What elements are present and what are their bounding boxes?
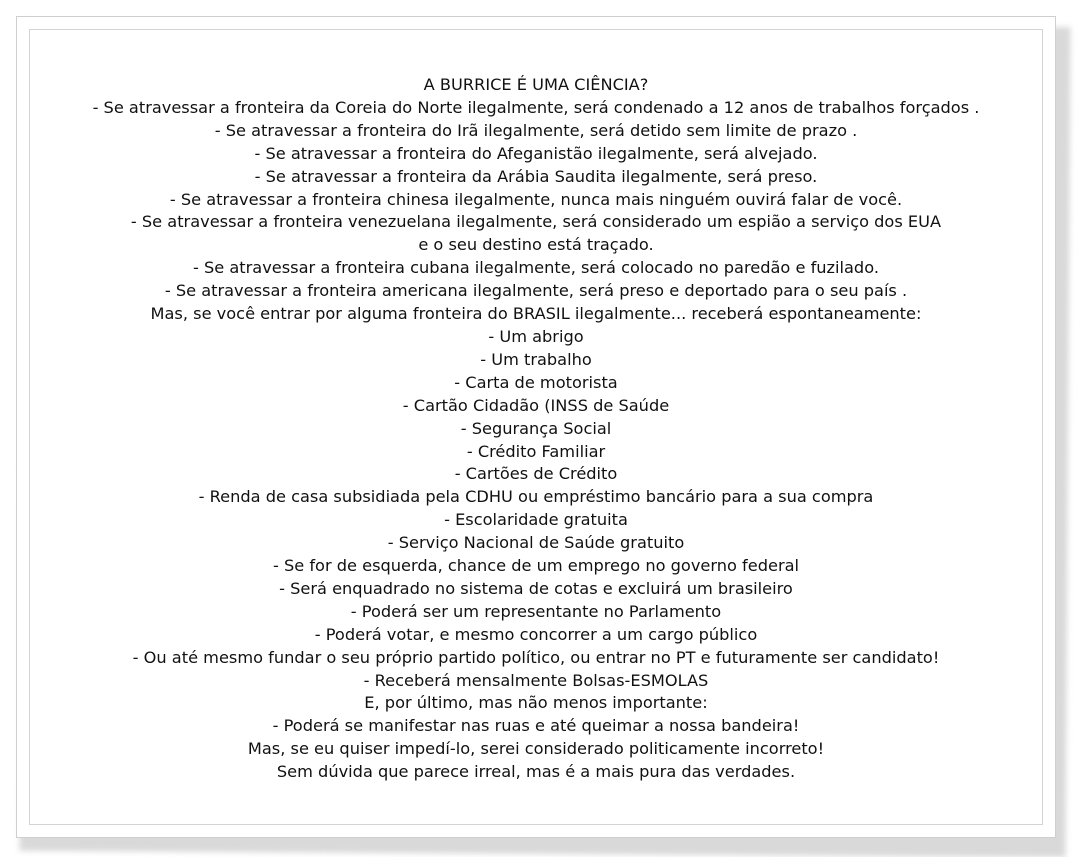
list-item: - Um abrigo [488, 326, 584, 346]
list-item: - Crédito Familiar [466, 441, 606, 461]
list-item: - Cartão Cidadão (INSS de Saúde [402, 395, 670, 415]
list-item: - Ou até mesmo fundar o seu próprio partido político, ou entrar no PT e futuramente ser candidato! [132, 647, 940, 667]
list-item: - Poderá ser um representante no Parlamento [350, 601, 722, 621]
list-item: - Um trabalho [480, 349, 592, 369]
list-item: - Serviço Nacional de Saúde gratuito [387, 533, 685, 553]
document-frame [16, 16, 1056, 838]
document-title: A BURRICE É UMA CIÊNCIA? [423, 75, 649, 94]
list-item: - Segurança Social [460, 418, 612, 438]
text-line: - Se atravessar a fronteira venezuelana ilegalmente, será considerado um espião a serviço dos EUA [130, 212, 942, 232]
text-line: Mas, se eu quiser impedí-lo, serei considerado politicamente incorreto! [247, 739, 825, 759]
text-line: - Se atravessar a fronteira da Arábia Saudita ilegalmente, será preso. [254, 166, 818, 186]
document-inner-border [29, 29, 1043, 825]
text-line: - Se atravessar a fronteira americana ilegalmente, será preso e deportado para o seu país . [164, 281, 908, 301]
text-line: E, por último, mas não menos importante: [364, 693, 708, 713]
text-line: - Se atravessar a fronteira do Afeganistão ilegalmente, será alvejado. [254, 143, 818, 163]
list-item: - Será enquadrado no sistema de cotas e excluirá um brasileiro [279, 578, 793, 598]
document-text [30, 74, 1042, 784]
list-item: - Poderá se manifestar nas ruas e até queimar a nossa bandeira! [272, 716, 800, 736]
list-item: - Carta de motorista [454, 372, 618, 392]
list-item: - Renda de casa subsidiada pela CDHU ou empréstimo bancário para a sua compra [198, 487, 874, 507]
list-item: - Receberá mensalmente Bolsas-ESMOLAS [363, 670, 709, 690]
text-line: - Se atravessar a fronteira chinesa ilegalmente, nunca mais ninguém ouvirá falar de você. [169, 189, 903, 209]
list-item: - Poderá votar, e mesmo concorrer a um cargo público [314, 624, 758, 644]
list-item: - Se for de esquerda, chance de um emprego no governo federal [272, 556, 800, 576]
list-item: - Cartões de Crédito [454, 464, 618, 484]
list-item: - Escolaridade gratuita [444, 510, 628, 530]
text-line: e o seu destino está traçado. [418, 235, 654, 255]
text-line: Sem dúvida que parece irreal, mas é a mais pura das verdades. [276, 762, 796, 782]
text-line: - Se atravessar a fronteira da Coreia do Norte ilegalmente, será condenado a 12 anos de trabalhos forçados . [92, 97, 980, 117]
text-line: Mas, se você entrar por alguma fronteira do BRASIL ilegalmente... receberá espontaneamente: [150, 304, 922, 324]
text-line: - Se atravessar a fronteira cubana ilegalmente, será colocado no paredão e fuzilado. [193, 258, 879, 278]
text-line: - Se atravessar a fronteira do Irã ilegalmente, será detido sem limite de prazo . [214, 120, 858, 140]
